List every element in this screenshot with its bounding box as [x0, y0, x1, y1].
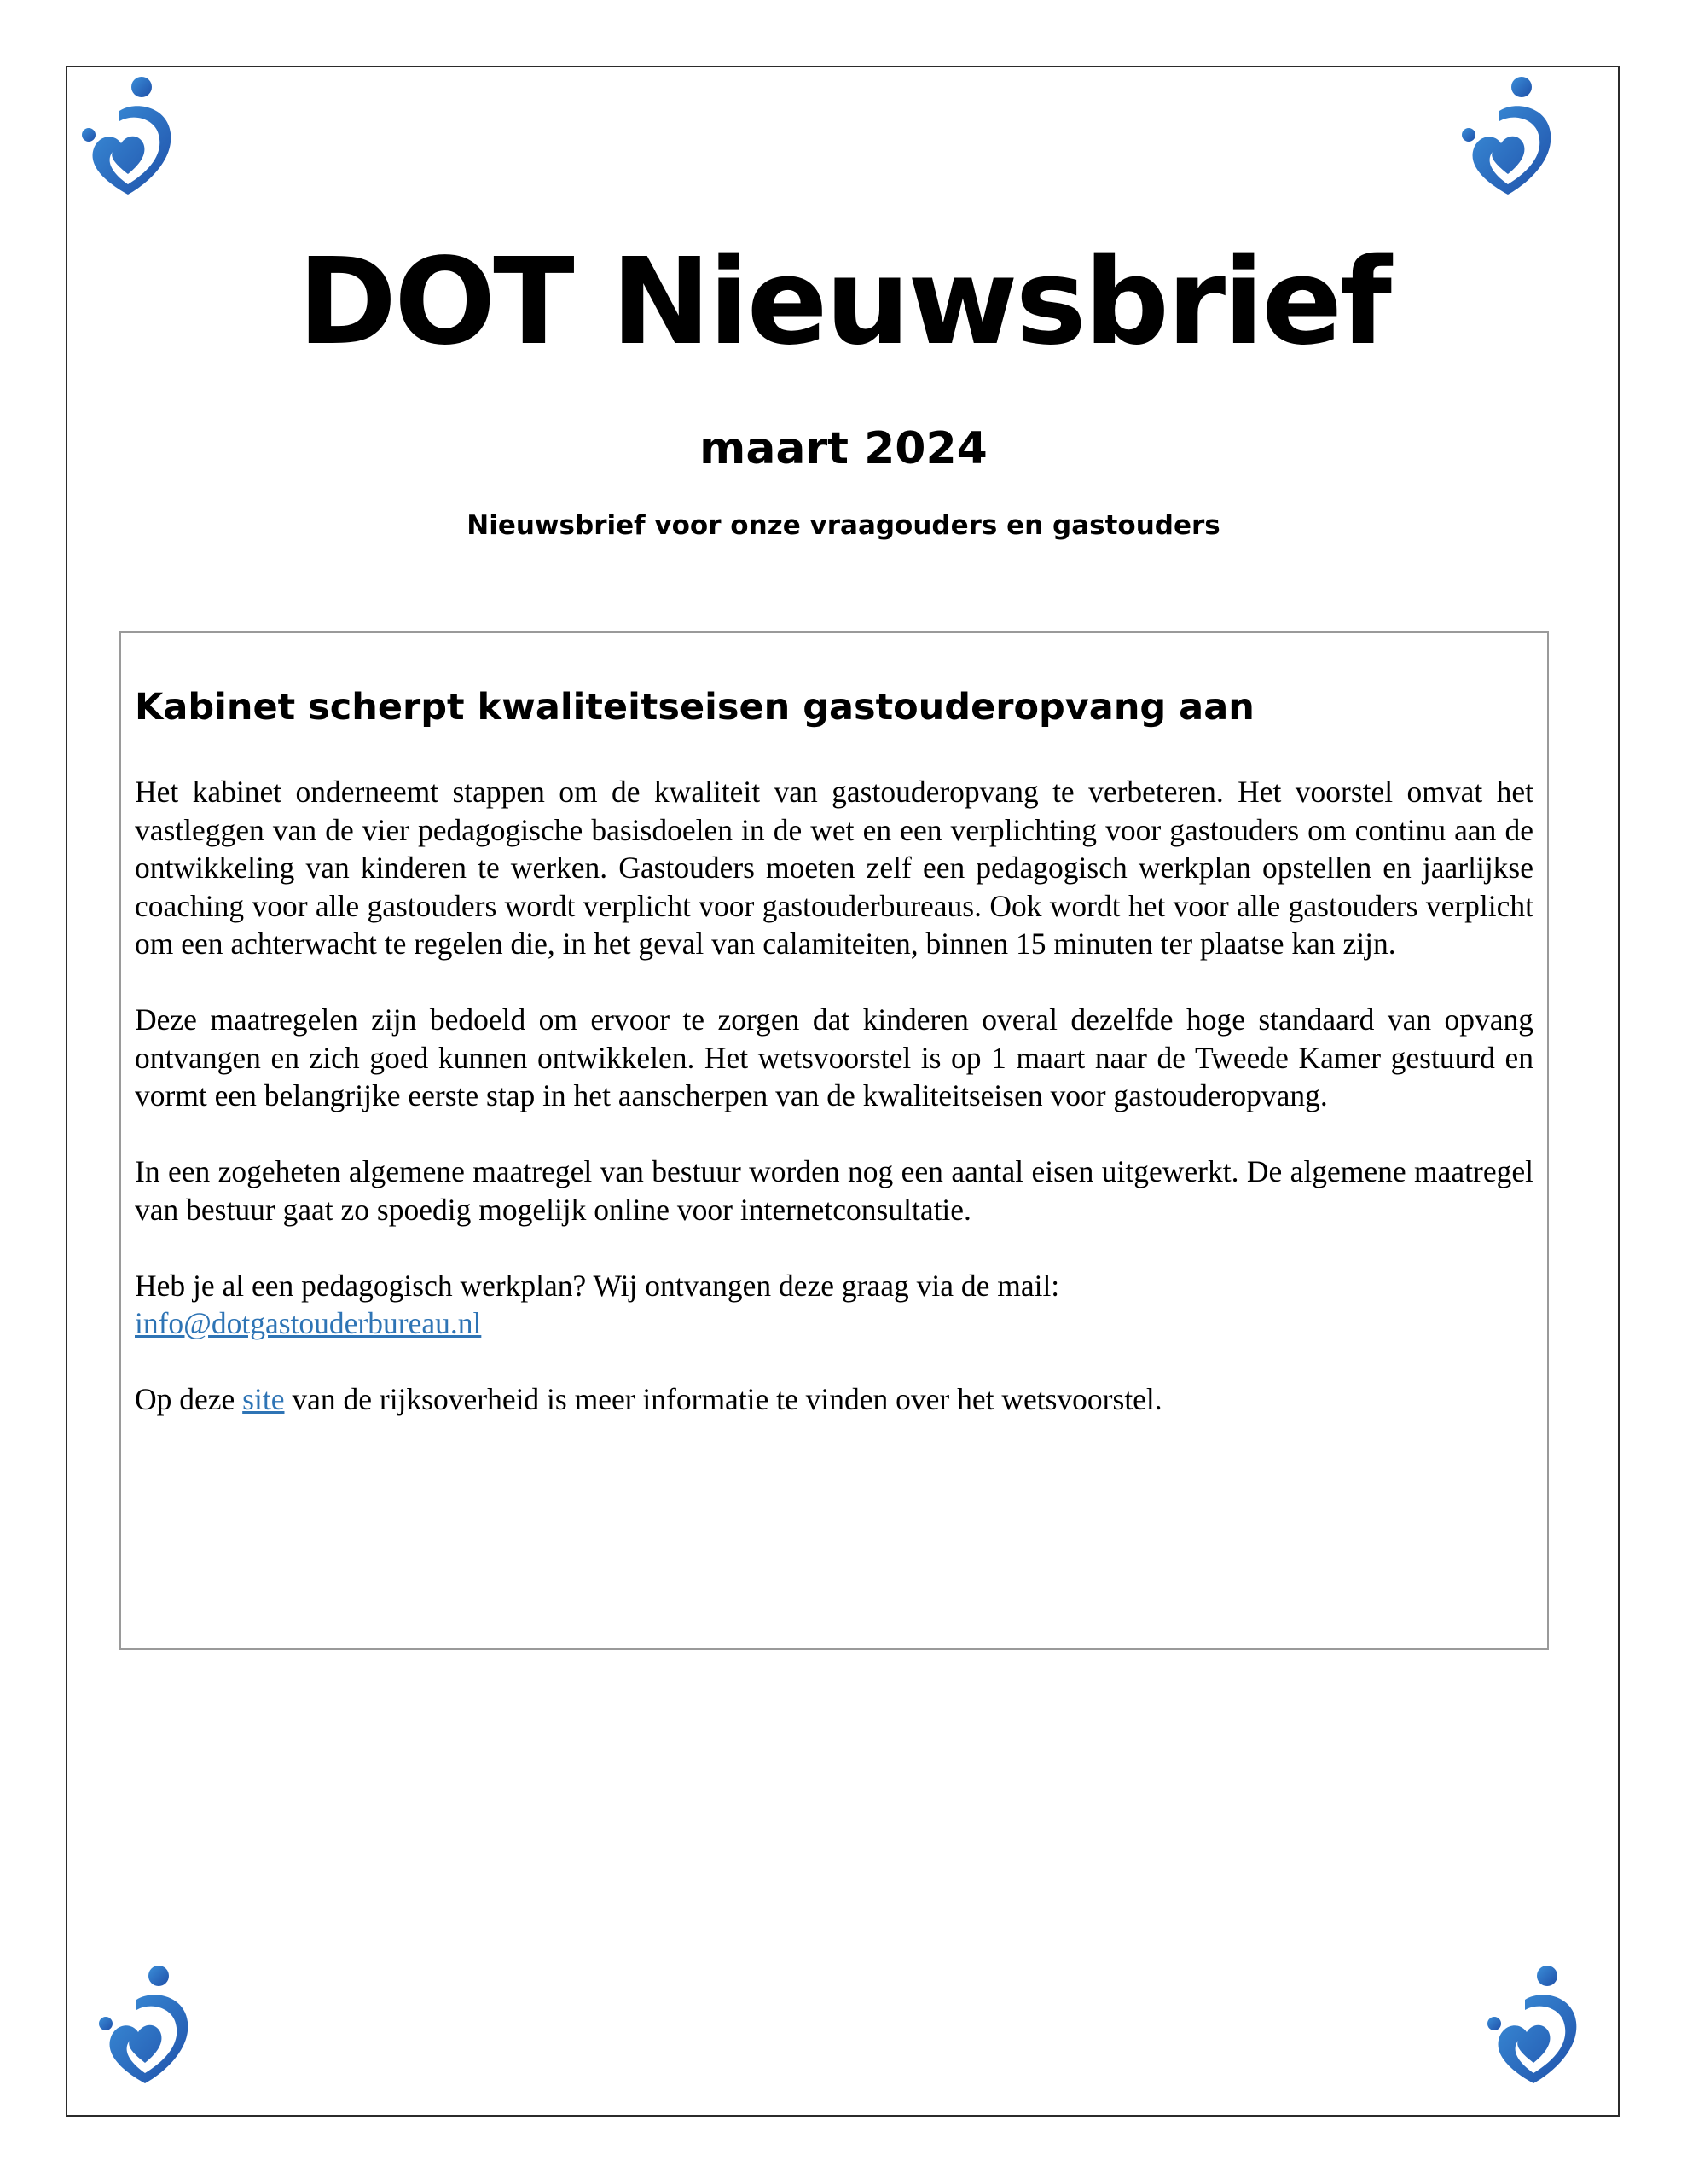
article-paragraph: Het kabinet onderneemt stappen om de kwaliteit van gastouderopvang te verbeteren. Het voorstel omvat het vastleggen van de vier pedagogische basisdoelen in de wet en een verplichting voor gastouders om continu aan de ontwikkeling van kinderen te werken. Gastouders moeten zelf een pedagogisch werkplan opstellen en jaarlijkse coaching voor alle gastouders wordt verplicht voor gastouderbureaus. Ook wordt het voor alle gastouders verplicht om een achterwacht te regelen die, in het geval van calamiteiten, binnen 15 minuten ter plaatse kan zijn.	[135, 775, 1533, 961]
heart-figure-logo-icon	[1481, 1964, 1591, 2092]
site-link[interactable]: site	[242, 1382, 285, 1416]
article-heading: Kabinet scherpt kwaliteitseisen gastouderopvang aan	[135, 686, 1255, 729]
heart-figure-logo-icon	[75, 75, 186, 203]
heart-figure-logo-icon	[1455, 75, 1566, 203]
article-paragraph	[135, 1267, 1533, 1343]
newsletter-title: DOT Nieuwsbrief	[297, 233, 1389, 372]
article-paragraph	[135, 1380, 1533, 1419]
paragraph-text: Op deze	[135, 1382, 243, 1416]
paragraph-text: Heb je al een pedagogisch werkplan? Wij ontvangen deze graag via de mail:	[135, 1268, 1060, 1303]
article-paragraph: In een zogeheten algemene maatregel van bestuur worden nog een aantal eisen uitgewerkt. De algemene maatregel van bestuur gaat zo spoedig mogelijk online voor internetconsultatie.	[135, 1154, 1533, 1227]
article-body	[135, 773, 1533, 1456]
paragraph-text: van de rijksoverheid is meer informatie te vinden over het wetsvoorstel.	[284, 1382, 1162, 1416]
article-paragraph: Deze maatregelen zijn bedoeld om ervoor te zorgen dat kinderen overal dezelfde hoge standaard van opvang ontvangen en zich goed kunnen ontwikkelen. Het wetsvoorstel is op 1 maart naar de Tweede Kamer gestuurd en vormt een belangrijke eerste stap in het aanscherpen van de kwaliteitseisen voor gastouderopvang.	[135, 1002, 1533, 1112]
newsletter-date: maart 2024	[699, 423, 988, 474]
newsletter-subtitle: Nieuwsbrief voor onze vraagouders en gastouders	[467, 510, 1220, 541]
email-link[interactable]: info@dotgastouderbureau.nl	[135, 1306, 482, 1340]
heart-figure-logo-icon	[92, 1964, 203, 2092]
